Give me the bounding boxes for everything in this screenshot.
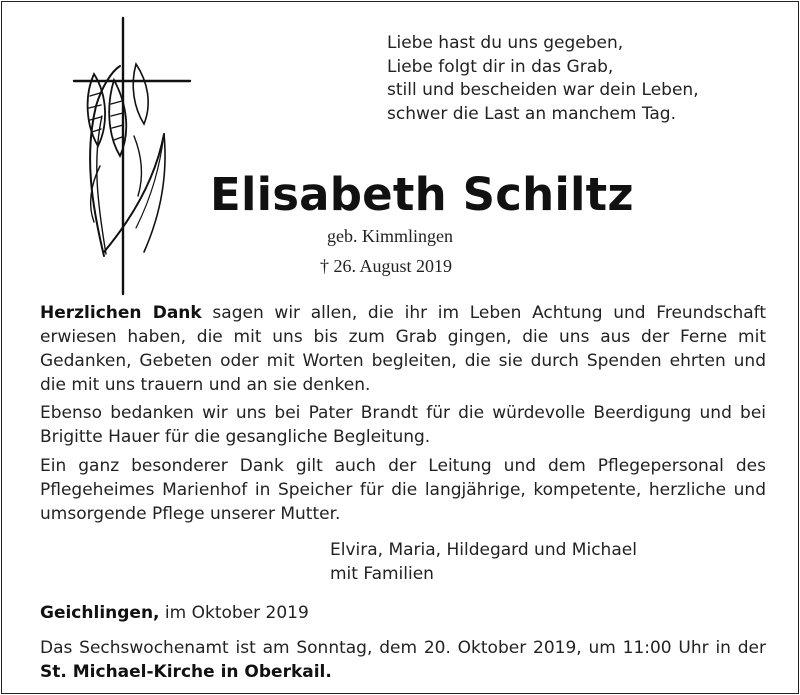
poem-line: still und bescheiden war dein Leben, bbox=[387, 80, 699, 100]
poem-line: Liebe folgt dir in das Grab, bbox=[387, 56, 614, 77]
maiden-name: geb. Kimmlingen bbox=[327, 226, 453, 246]
thanks-paragraph-2: Ebenso bedanken wir uns bei Pater Brandt für die würdevolle Beerdigung und bei Brigitte Hauer für die gesangliche Begleitung. bbox=[40, 403, 766, 447]
signature-names: Elvira, Maria, Hildegard und Michael bbox=[330, 540, 637, 560]
cross-with-wheat-icon bbox=[64, 16, 194, 296]
death-date-line bbox=[320, 256, 452, 277]
obituary-frame bbox=[1, 1, 799, 694]
poem-line: Liebe hast du uns gegeben, bbox=[387, 33, 624, 53]
dagger-icon: † bbox=[320, 256, 329, 276]
thanks-paragraph-3: Ein ganz besonderer Dank gilt auch der Leitung und dem Pflegepersonal des Pflegeheimes Marienhof in Speicher für die langjährige, kompetente, herzliche und umsorgende Pflege unserer Mutter. bbox=[40, 456, 766, 524]
thanks-lead: Herzlichen Dank bbox=[40, 303, 202, 323]
poem bbox=[387, 32, 699, 126]
date: im Oktober 2019 bbox=[159, 603, 309, 623]
deceased-name: Elisabeth Schiltz bbox=[210, 168, 634, 221]
mass-text: Das Sechswochenamt ist am Sonntag, dem 20. Oktober 2019, um 11:00 Uhr in der bbox=[40, 638, 766, 658]
thanks-paragraph-1 bbox=[40, 301, 766, 397]
signature-families: mit Familien bbox=[330, 563, 434, 584]
mass-location: St. Michael-Kirche in Oberkail. bbox=[40, 662, 332, 682]
signature bbox=[330, 539, 637, 586]
poem-line: schwer die Last an manchem Tag. bbox=[387, 103, 676, 124]
place-date bbox=[40, 603, 309, 623]
thanks-text: sagen wir allen, die ihr im Leben Achtung und Freundschaft erwiesen haben, die mit uns bis zum Grab gingen, die uns aus der Ferne mit Gedanken, Gebeten oder mit Worten begleiten, die sie durch Spenden ehrten und die mit uns trauern und an sie denken. bbox=[40, 303, 766, 395]
death-date: 26. August 2019 bbox=[333, 256, 453, 276]
mass-announcement bbox=[40, 636, 766, 684]
place: Geichlingen, bbox=[40, 603, 160, 623]
